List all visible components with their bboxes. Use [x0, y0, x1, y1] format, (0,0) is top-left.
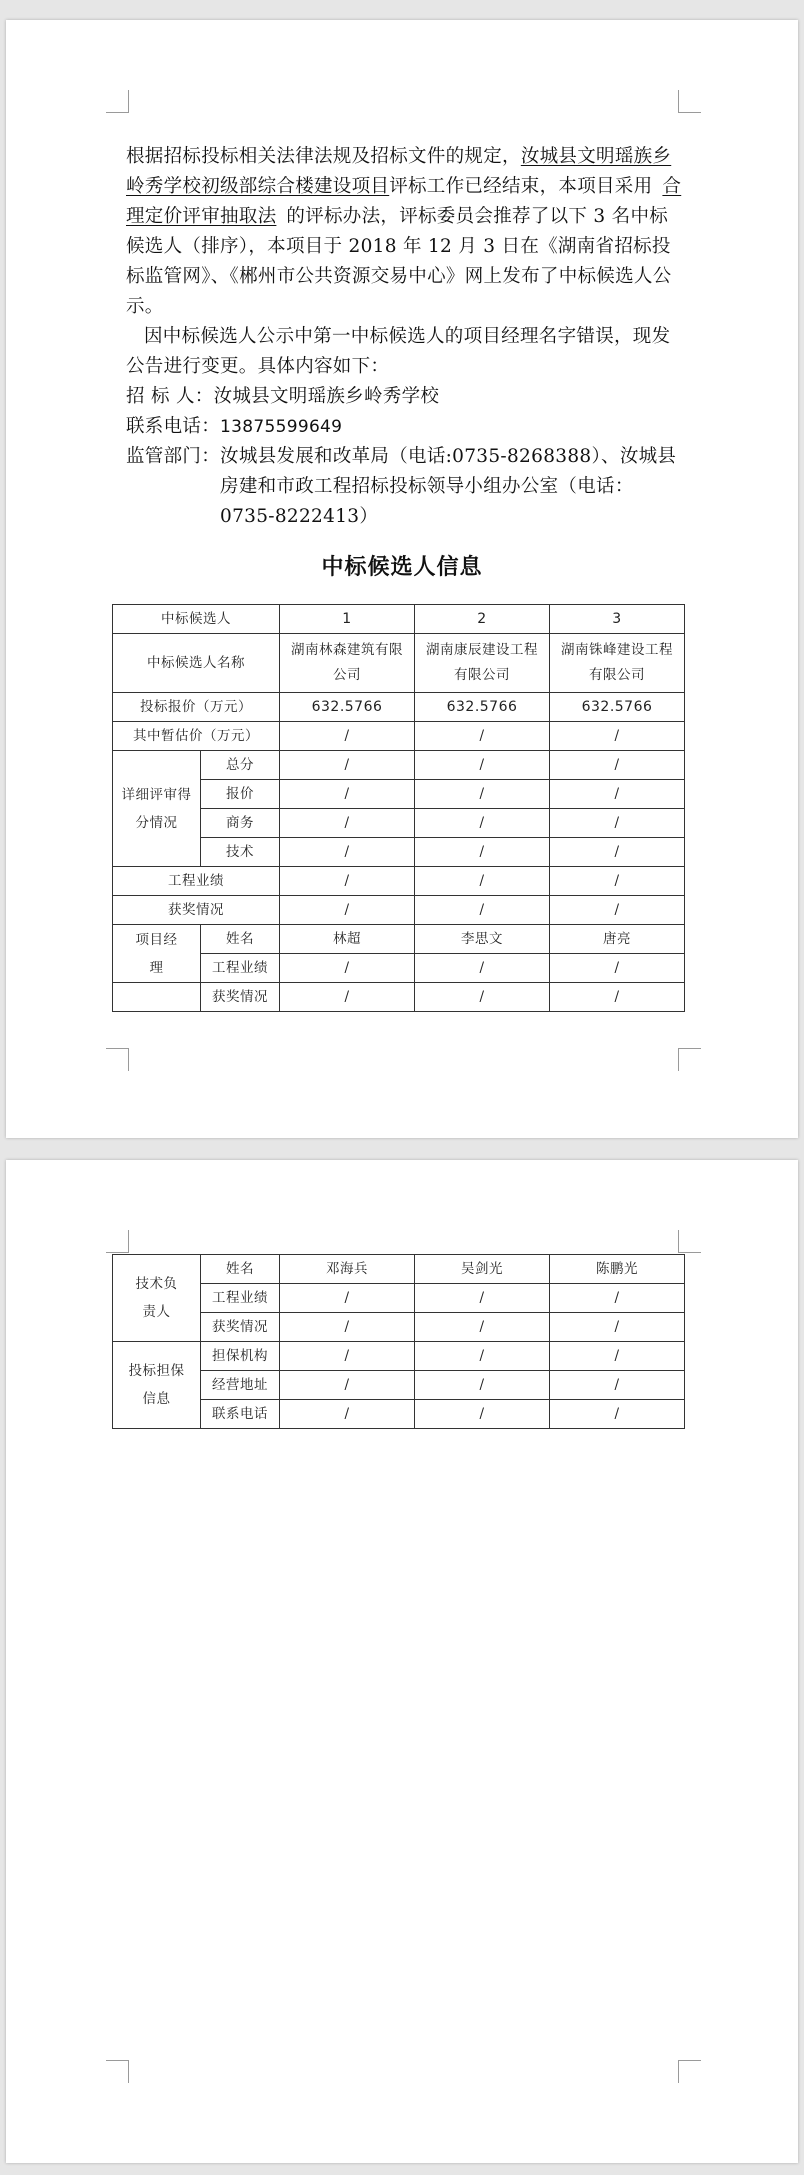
bid-value: 632.5766: [415, 693, 550, 722]
pm-name: 李思文: [415, 925, 550, 954]
table-title: 中标候选人信息: [321, 555, 483, 580]
table-cell: /: [280, 838, 415, 867]
table-row: [113, 634, 685, 693]
table-row: [113, 925, 685, 954]
tech-group-label: 技术负责人: [113, 1255, 201, 1342]
table-row: [113, 722, 685, 751]
table-cell: /: [550, 838, 685, 867]
table-cell: /: [550, 1284, 685, 1313]
table-cell: /: [280, 1284, 415, 1313]
table-cell: /: [415, 867, 550, 896]
table-cell: /: [415, 1313, 550, 1342]
table-row: [113, 983, 685, 1012]
table-cell: /: [280, 867, 415, 896]
crop-mark-bottom-right: [678, 1048, 701, 1071]
crop-mark-top-left: [106, 90, 129, 113]
table-row: [113, 1342, 685, 1371]
table-cell: /: [415, 751, 550, 780]
table-cell: /: [550, 983, 685, 1012]
candidate-table-continued: [112, 1254, 685, 1429]
pm-name: 唐亮: [550, 925, 685, 954]
table-cell: /: [550, 954, 685, 983]
table-cell: /: [550, 1342, 685, 1371]
row-label: 报价: [201, 780, 280, 809]
crop-mark-top-left: [106, 1230, 129, 1253]
table-cell: /: [280, 1371, 415, 1400]
intro-paragraph: 根据招标投标相关法律法规及招标文件的规定，汝城县文明瑶族乡岭秀学校初级部综合楼建设项目评标工作已经结束，本项目采用 合理定价评审抽取法 的评标办法，评标委员会推荐了以下 3 名中标候选人（排序），本项目于 2018 年 12 月 3 日在《湖南省招标投标监管网》、《郴州市公共资源交易中心》网上发布了中标候选人公示。: [126, 146, 682, 317]
bid-value: 632.5766: [550, 693, 685, 722]
guarantee-group-label: 投标担保信息: [113, 1342, 201, 1429]
table-cell: /: [415, 1371, 550, 1400]
table-cell: /: [415, 1400, 550, 1429]
table-cell: /: [550, 809, 685, 838]
row-label: 商务: [201, 809, 280, 838]
evaluation-method: 合理定价评审抽取法: [126, 176, 682, 227]
crop-mark-bottom-left: [106, 1048, 129, 1071]
table-row: [113, 693, 685, 722]
rank-cell: 1: [280, 605, 415, 634]
row-label: 经营地址: [201, 1371, 280, 1400]
table-cell: /: [550, 1313, 685, 1342]
supervisor-line: 监管部门： 汝城县发展和改革局（电话:0735-8268388）、汝城县房建和市政工程招标投标领导小组办公室（电话：0735-8222413）: [126, 446, 677, 527]
table-row: [113, 605, 685, 634]
table-row: [113, 867, 685, 896]
table-cell: /: [280, 751, 415, 780]
document-page-2: [6, 1160, 798, 2163]
candidate-name: 湖南康辰建设工程有限公司: [415, 634, 550, 693]
table-cell: /: [550, 780, 685, 809]
table-cell: [113, 983, 201, 1012]
table-cell: /: [550, 751, 685, 780]
table-cell: /: [280, 954, 415, 983]
table-cell: /: [415, 983, 550, 1012]
row-label: 姓名: [201, 925, 280, 954]
rank-cell: 3: [550, 605, 685, 634]
table-cell: /: [550, 1400, 685, 1429]
table-cell: /: [550, 867, 685, 896]
row-label: 其中暂估价（万元）: [113, 722, 280, 751]
table-cell: /: [280, 780, 415, 809]
table-cell: /: [415, 1342, 550, 1371]
row-label: 投标报价（万元）: [113, 693, 280, 722]
row-label: 技术: [201, 838, 280, 867]
tech-name: 邓海兵: [280, 1255, 415, 1284]
header-label: 中标候选人: [113, 605, 280, 634]
row-label: 工程业绩: [201, 954, 280, 983]
row-label: 工程业绩: [113, 867, 280, 896]
table-cell: /: [415, 954, 550, 983]
table-cell: /: [280, 1342, 415, 1371]
table-cell: /: [415, 838, 550, 867]
table-cell: /: [415, 722, 550, 751]
rank-cell: 2: [415, 605, 550, 634]
table-cell: /: [280, 809, 415, 838]
tenderer-line: 招 标 人：汝城县文明瑶族乡岭秀学校: [126, 386, 440, 407]
crop-mark-bottom-left: [106, 2060, 129, 2083]
row-label: 获奖情况: [201, 983, 280, 1012]
table-cell: /: [280, 1313, 415, 1342]
table-cell: /: [280, 983, 415, 1012]
announcement-body: [126, 142, 686, 532]
table-row: [113, 751, 685, 780]
row-label: 姓名: [201, 1255, 280, 1284]
score-group-label: 详细评审得分情况: [113, 751, 201, 867]
crop-mark-top-right: [678, 1230, 701, 1253]
row-label: 工程业绩: [201, 1284, 280, 1313]
candidate-name: 湖南铢峰建设工程有限公司: [550, 634, 685, 693]
crop-mark-top-right: [678, 90, 701, 113]
table-cell: /: [415, 896, 550, 925]
table-row: [113, 1255, 685, 1284]
table-cell: /: [280, 722, 415, 751]
tech-name: 陈鹏光: [550, 1255, 685, 1284]
pm-group-label: 项目经理: [113, 925, 201, 983]
table-cell: /: [280, 1400, 415, 1429]
pm-name: 林超: [280, 925, 415, 954]
table-row: [113, 896, 685, 925]
candidate-table: [112, 604, 685, 1012]
table-cell: /: [550, 896, 685, 925]
phone-line: 联系电话：13875599649: [126, 416, 343, 437]
row-label: 获奖情况: [113, 896, 280, 925]
crop-mark-bottom-right: [678, 2060, 701, 2083]
row-label: 联系电话: [201, 1400, 280, 1429]
row-label: 总分: [201, 751, 280, 780]
document-page-1: [6, 20, 798, 1138]
candidate-name: 湖南林森建筑有限公司: [280, 634, 415, 693]
table-cell: /: [415, 809, 550, 838]
table-cell: /: [280, 896, 415, 925]
table-cell: /: [415, 1284, 550, 1313]
row-label: 中标候选人名称: [113, 634, 280, 693]
table-cell: /: [415, 780, 550, 809]
change-paragraph: 因中标候选人公示中第一中标候选人的项目经理名字错误，现发公告进行变更。具体内容如下：: [126, 326, 671, 377]
row-label: 担保机构: [201, 1342, 280, 1371]
table-cell: /: [550, 722, 685, 751]
row-label: 获奖情况: [201, 1313, 280, 1342]
table-cell: /: [550, 1371, 685, 1400]
bid-value: 632.5766: [280, 693, 415, 722]
tech-name: 吴剑光: [415, 1255, 550, 1284]
project-name: 汝城县文明瑶族乡岭秀学校初级部综合楼建设项目: [126, 146, 672, 197]
